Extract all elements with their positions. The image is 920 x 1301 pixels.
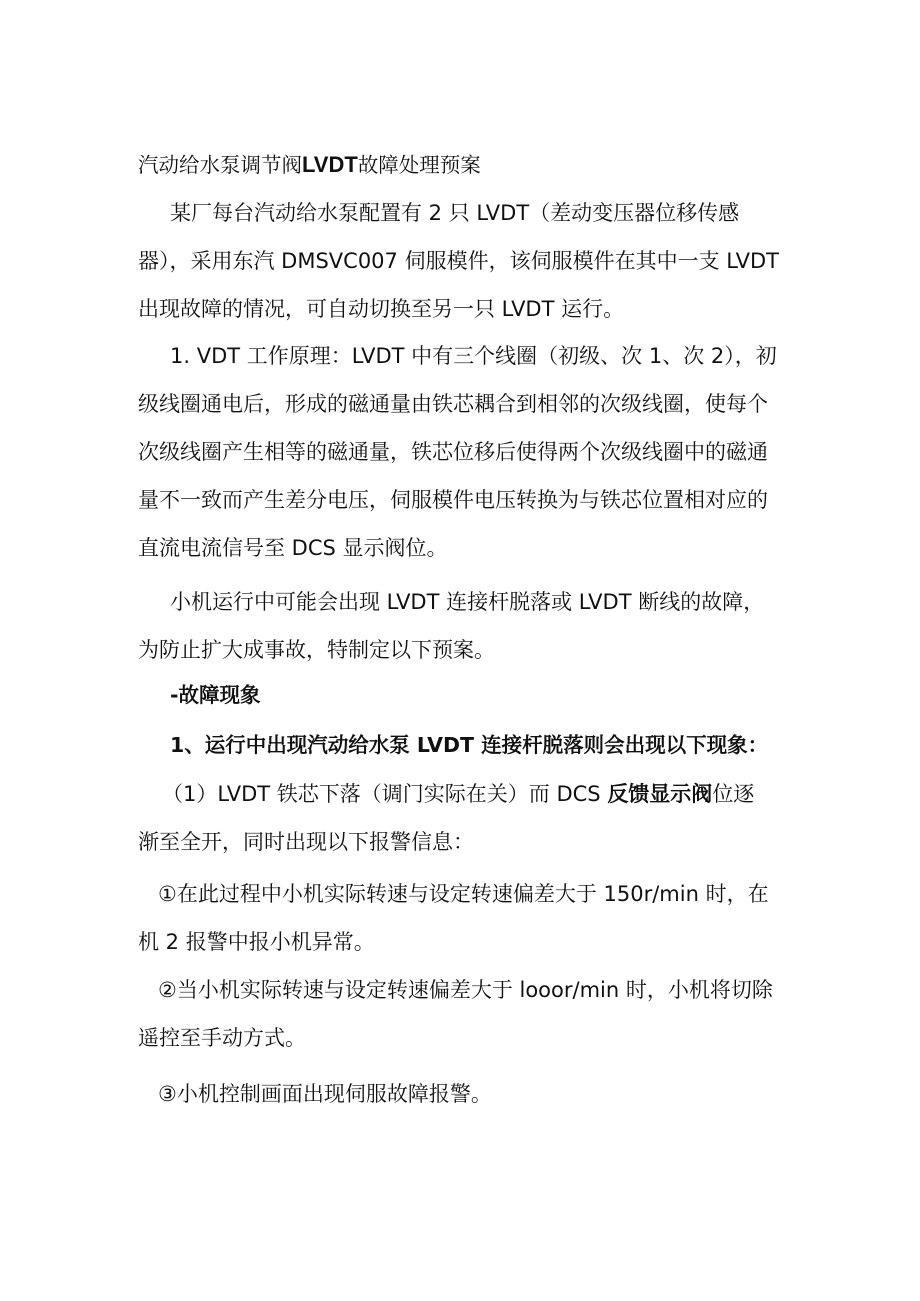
item1-line: 渐至全开，同时出现以下报警信息： [138,830,474,854]
title-text-post: 故障处理预案 [357,153,481,177]
intro-paragraph [138,189,798,333]
section-heading: -故障现象 [170,683,261,707]
item1-text-post: 位逐 [712,782,755,806]
alarm2-line: 遥控至手动方式。 [138,1026,306,1050]
risk-paragraph [138,578,798,674]
risk-line: 小机运行中可能会出现 LVDT 连接杆脱落或 LVDT 断线的故障， [170,590,765,614]
item1-text-pre: （1）LVDT 铁芯下落（调门实际在关）而 DCS [162,782,608,806]
title-text-pre: 汽动给水泵调节阀 [138,153,302,177]
principle-line: 量不一致而产生差分电压，伺服模件电压转换为与铁芯位置相对应的 [138,488,768,512]
alarm3-paragraph [138,1070,798,1118]
alarm3-line: ③小机控制画面出现伺服故障报警。 [158,1082,492,1106]
document-title [138,150,798,180]
alarm1-line: ①在此过程中小机实际转速与设定转速偏差大于 150r/min 时，在 [158,882,769,906]
alarm2-line: ②当小机实际转速与设定转速偏差大于 looor/min 时，小机将切除 [158,978,773,1002]
alarm2-paragraph [138,966,798,1062]
intro-line: 某厂每台汽动给水泵配置有 2 只 LVDT（差动变压器位移传感 [170,201,740,225]
item1-text-bold: 反馈显示阀 [607,782,713,806]
principle-line: 直流电流信号至 DCS 显示阀位。 [138,536,448,560]
principle-line: 级线圈通电后，形成的磁通量由铁芯耦合到相邻的次级线圈，使每个 [138,392,768,416]
subsection-heading: 1、运行中出现汽动给水泵 LVDT 连接杆脱落则会出现以下现象： [170,733,769,757]
item1-paragraph [138,770,798,866]
intro-line: 器），采用东汽 DMSVC007 伺服模件，该伺服模件在其中一支 LVDT [138,249,780,273]
risk-line: 为防止扩大成事故，特制定以下预案。 [138,638,495,662]
alarm1-paragraph [138,870,798,966]
item1-line [138,770,798,818]
principle-paragraph [138,332,798,572]
principle-line: 次级线圈产生相等的磁通量，铁芯位移后使得两个次级线圈中的磁通 [138,440,768,464]
alarm1-line: 机 2 报警中报小机异常。 [138,930,375,954]
intro-line: 出现故障的情况，可自动切换至另一只 LVDT 运行。 [138,297,625,321]
principle-line: 1. VDT 工作原理：LVDT 中有三个线圈（初级、次 1、次 2），初 [170,344,777,368]
title-text-bold: LVDT [302,152,358,177]
